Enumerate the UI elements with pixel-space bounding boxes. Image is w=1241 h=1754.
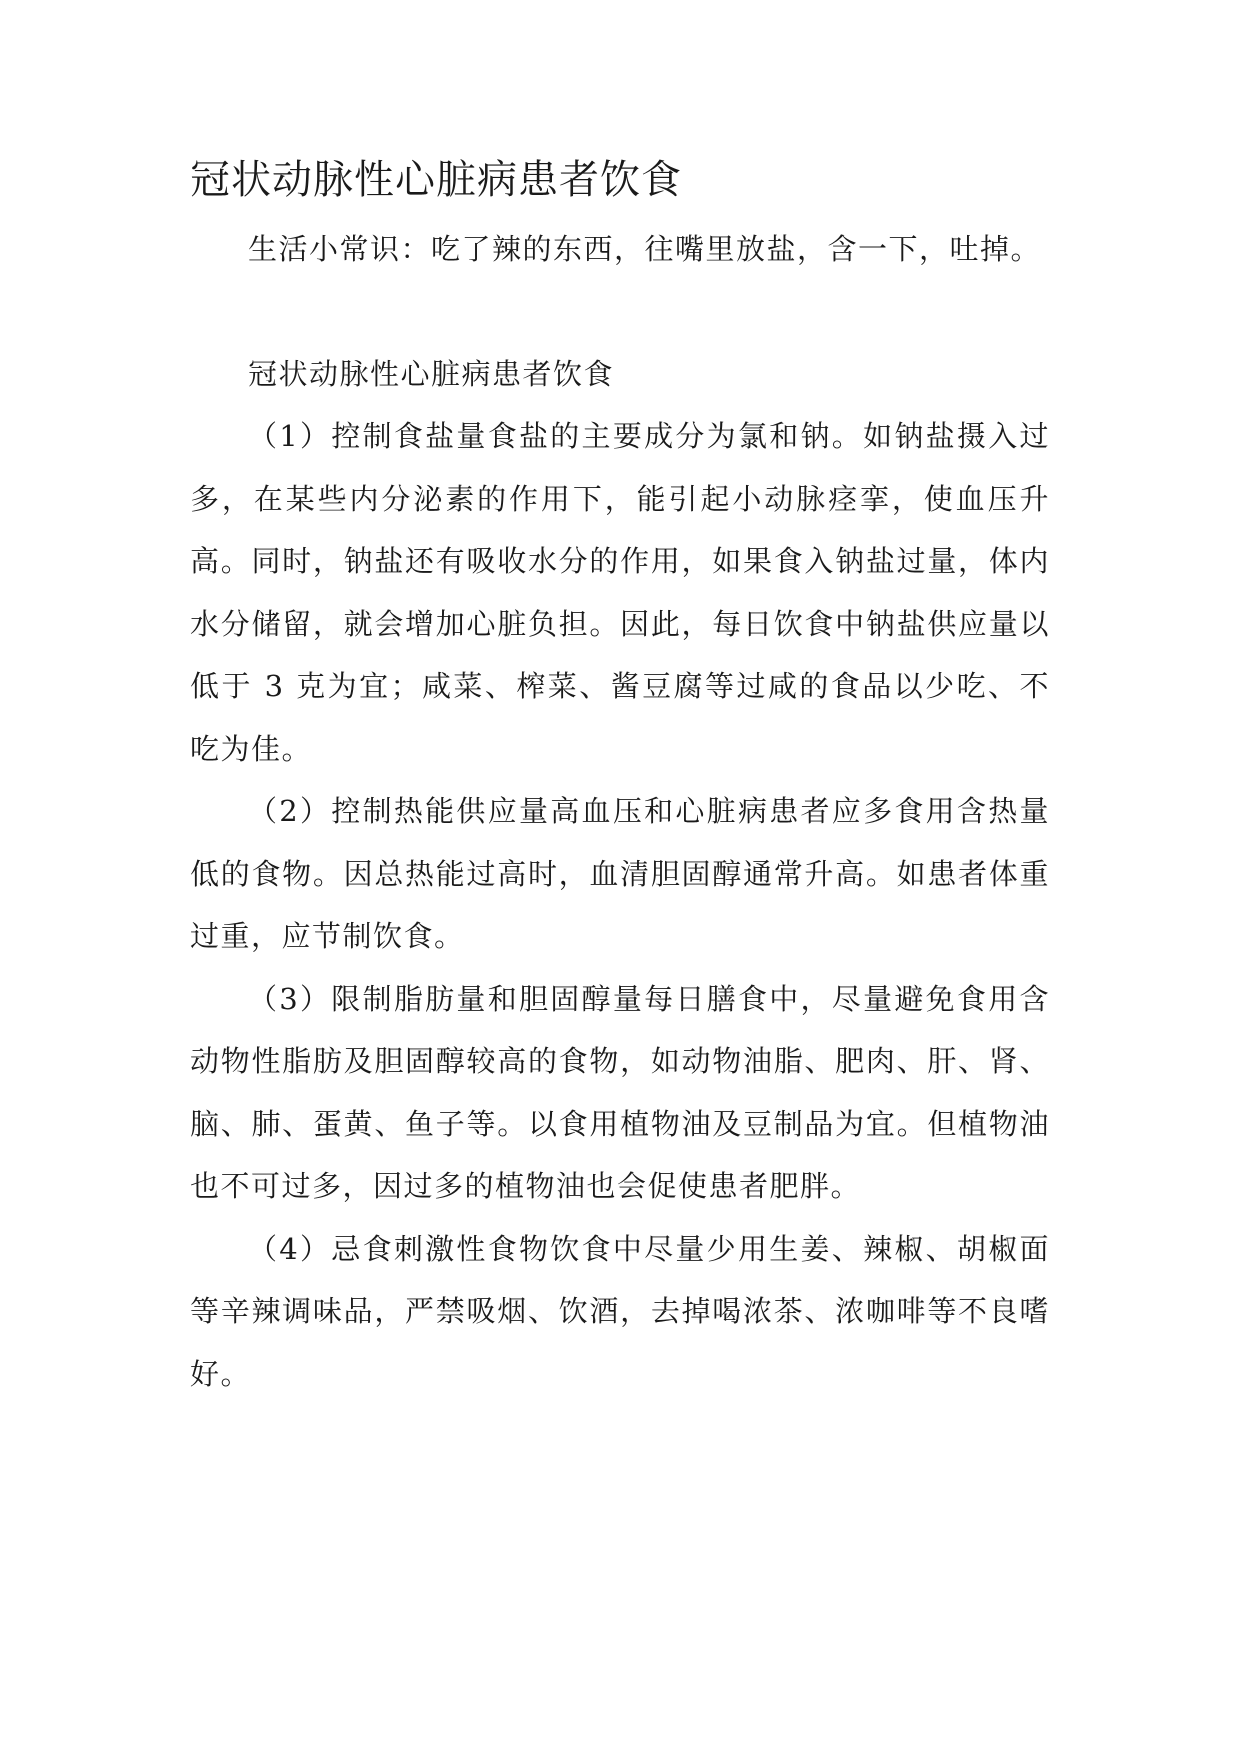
paragraph-1: （1）控制食盐量食盐的主要成分为氯和钠。如钠盐摄入过多，在某些内分泌素的作用下，能引起小动脉痉挛，使血压升高。同时，钠盐还有吸收水分的作用，如果食入钠盐过量，体内水分储留，就会增加心脏负担。因此，每日饮食中钠盐供应量以低于 3 克为宜；咸菜、榨菜、酱豆腐等过咸的食品以少吃、不吃为佳。 <box>190 419 1050 766</box>
paragraph-3: （3）限制脂肪量和胆固醇量每日膳食中，尽量避免食用含动物性脂肪及胆固醇较高的食物，如动物油脂、肥肉、肝、肾、脑、肺、蛋黄、鱼子等。以食用植物油及豆制品为宜。但植物油也不可过多，因过多的植物油也会促使患者肥胖。 <box>190 981 1050 1203</box>
blank-line <box>190 281 1050 343</box>
paragraph-4: （4）忌食刺激性食物饮食中尽量少用生姜、辣椒、胡椒面等辛辣调味品，严禁吸烟、饮酒，去掉喝浓茶、浓咖啡等不良嗜好。 <box>190 1231 1050 1391</box>
paragraph-2: （2）控制热能供应量高血压和心脏病患者应多食用含热量低的食物。因总热能过高时，血清胆固醇通常升高。如患者体重过重，应节制饮食。 <box>190 794 1050 953</box>
document-title: 冠状动脉性心脏病患者饮食 <box>190 157 682 203</box>
document-body <box>190 150 1050 1405</box>
section-subtitle: 冠状动脉性心脏病患者饮食 <box>248 356 615 391</box>
tip-paragraph: 生活小常识：吃了辣的东西，往嘴里放盐，含一下，吐掉。 <box>248 232 1042 266</box>
